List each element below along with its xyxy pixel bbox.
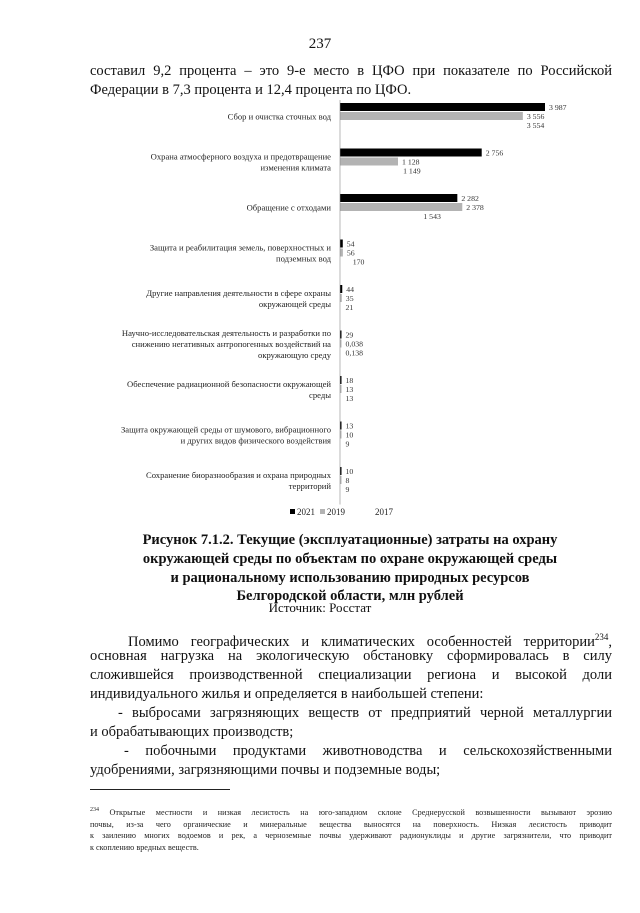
category-label: Обращение с отходами xyxy=(246,202,331,213)
footnote-line-1 xyxy=(90,805,612,819)
category-label: территорий xyxy=(288,481,331,491)
figure-caption-line-4: Белгородской области, млн рублей xyxy=(236,588,464,604)
value-label-2021: 29 xyxy=(345,330,354,340)
value-label-2021: 3 987 xyxy=(549,103,567,112)
para-line-1-text: Помимо географических и климатических особенностей территории xyxy=(128,634,595,650)
legend-swatch-2019 xyxy=(320,509,325,514)
category-label: Научно-исследовательская деятельность и разработки по xyxy=(121,328,331,338)
body-paragraph xyxy=(90,628,612,798)
footnote-line-2: почвы, из-за чего органические и минеральные вещества выносятся на поверхность. Низкая лесистость приводит xyxy=(90,819,612,829)
bar-2021 xyxy=(340,149,482,157)
footnote-line-3: к заилению многих водоемов и рек, а черноземные почвы удерживают радионуклиды и другие загрязнители, что приводит xyxy=(90,831,612,840)
value-label-2017: 21 xyxy=(345,303,354,312)
value-label-2021: 2 282 xyxy=(461,194,479,203)
page-number: 237 xyxy=(308,36,332,52)
category-label: среды xyxy=(309,390,331,400)
figure-caption-line-2: окружающей среды по объектам по охране окружающей среды xyxy=(142,551,558,567)
value-label-2021: 13 xyxy=(345,421,354,431)
value-label-2021: 44 xyxy=(346,285,355,294)
value-label-2019: 2 378 xyxy=(466,203,484,212)
para-line-3: сложившейся производственной специализации региона и высокой доли xyxy=(90,667,612,683)
value-label-2019: 8 xyxy=(345,476,350,485)
bar-2019 xyxy=(340,249,343,257)
value-label-2017: 9 xyxy=(345,485,350,494)
value-label-2017: 0,138 xyxy=(345,348,364,358)
bar-2021 xyxy=(340,194,457,202)
legend-swatch-2021 xyxy=(290,509,295,514)
value-label-2019: 3 556 xyxy=(526,112,545,121)
bar-2021 xyxy=(340,103,545,111)
value-label-2017: 9 xyxy=(345,439,350,449)
para-line-1-end: , xyxy=(608,634,612,650)
category-label: Другие направления деятельности в сфере охраны xyxy=(146,288,331,298)
value-label-2017: 3 554 xyxy=(526,121,545,130)
legend-label-2017: 2017 xyxy=(375,507,393,517)
value-label-2021: 18 xyxy=(345,376,354,385)
value-label-2019: 1 128 xyxy=(401,157,420,167)
value-label-2017: 1 543 xyxy=(423,212,441,221)
value-label-2019: 10 xyxy=(345,430,354,440)
category-label: Защита окружающей среды от шумового, вибрационного xyxy=(120,424,331,435)
bar-2019 xyxy=(340,203,462,211)
category-label: и других видов физического воздействия xyxy=(180,435,331,446)
value-label-2019: 0,038 xyxy=(345,339,364,349)
intro-paragraph xyxy=(90,62,612,100)
bar-2021 xyxy=(340,285,342,293)
category-label: Обеспечение радиационной безопасности окружающей xyxy=(127,379,331,389)
bullet-2-line-1 xyxy=(90,742,612,761)
legend-label-2021: 2021 xyxy=(297,507,315,517)
intro-line-2: Федерации в 7,3 процента и 12,4 процента по ЦФО. xyxy=(90,82,412,98)
para-line-2: основная нагрузка на экологическую обстановку сформировалась в силу xyxy=(90,648,612,664)
value-label-2017: 13 xyxy=(345,394,354,403)
value-label-2021: 54 xyxy=(346,239,355,249)
intro-line-1: составил 9,2 процента – это 9-е место в ЦФО при показателе по Российской xyxy=(90,63,612,79)
bullet-1-line-2: и обрабатывающих производств; xyxy=(90,724,294,740)
category-label: окружающую среду xyxy=(258,350,331,360)
value-label-2021: 2 756 xyxy=(485,148,504,158)
category-label: подземных вод xyxy=(275,253,331,264)
category-label: изменения климата xyxy=(260,162,331,173)
bullet-1-line-1-text: - выбросами загрязняющих веществ от предприятий черной металлургии xyxy=(118,705,612,721)
figure-caption-line-1: Рисунок 7.1.2. Текущие (эксплуатационные) затраты на охрану xyxy=(142,532,558,548)
value-label-2017: 170 xyxy=(352,257,365,267)
value-label-2021: 10 xyxy=(345,467,354,476)
bullet-2-line-2: удобрениями, загрязняющими почвы и подземные воды; xyxy=(90,762,441,778)
value-label-2019: 56 xyxy=(346,248,355,258)
legend-label-2019: 2019 xyxy=(327,507,345,517)
category-label: Защита и реабилитация земель, поверхностных и xyxy=(149,242,331,253)
value-label-2019: 13 xyxy=(345,385,354,394)
value-label-2019: 35 xyxy=(345,294,354,303)
footnote-line-1-text: Открытые местности и низкая лесистость на юго-западном склоне Среднерусской возвышенности вызывают эрозию xyxy=(109,808,612,817)
bar-2021 xyxy=(340,240,343,248)
bar-chart xyxy=(0,96,640,531)
category-label: Сбор и очистка сточных вод xyxy=(227,111,331,122)
chart-canvas xyxy=(0,96,640,526)
value-label-2017: 1 149 xyxy=(403,166,421,176)
bar-2019 xyxy=(340,112,523,120)
category-label: окружающей среды xyxy=(258,299,331,309)
figure-source: Источник: Росстат xyxy=(268,600,372,615)
bullet-1-line-1 xyxy=(90,704,612,723)
category-label: снижению негативных антропогенных воздействий на xyxy=(131,339,331,349)
footnote-separator xyxy=(90,789,230,790)
footnote-line-4: к скоплению вредных веществ. xyxy=(90,842,199,852)
bar-2019 xyxy=(340,158,398,166)
figure-caption-line-3: и рациональному использованию природных ресурсов xyxy=(170,570,530,586)
para-line-4: индивидуального жилья и определяется в наибольшей степени: xyxy=(90,686,484,702)
footnote-ref[interactable]: 234 xyxy=(594,632,609,642)
footnote-number: 234 xyxy=(90,807,99,813)
bullet-2-line-1-text: - побочными продуктами животноводства и сельскохозяйственными xyxy=(124,743,612,759)
footnote xyxy=(90,805,612,853)
category-label: Сохранение биоразнообразия и охрана природных xyxy=(145,470,331,480)
category-label: Охрана атмосферного воздуха и предотвращение xyxy=(150,151,331,162)
